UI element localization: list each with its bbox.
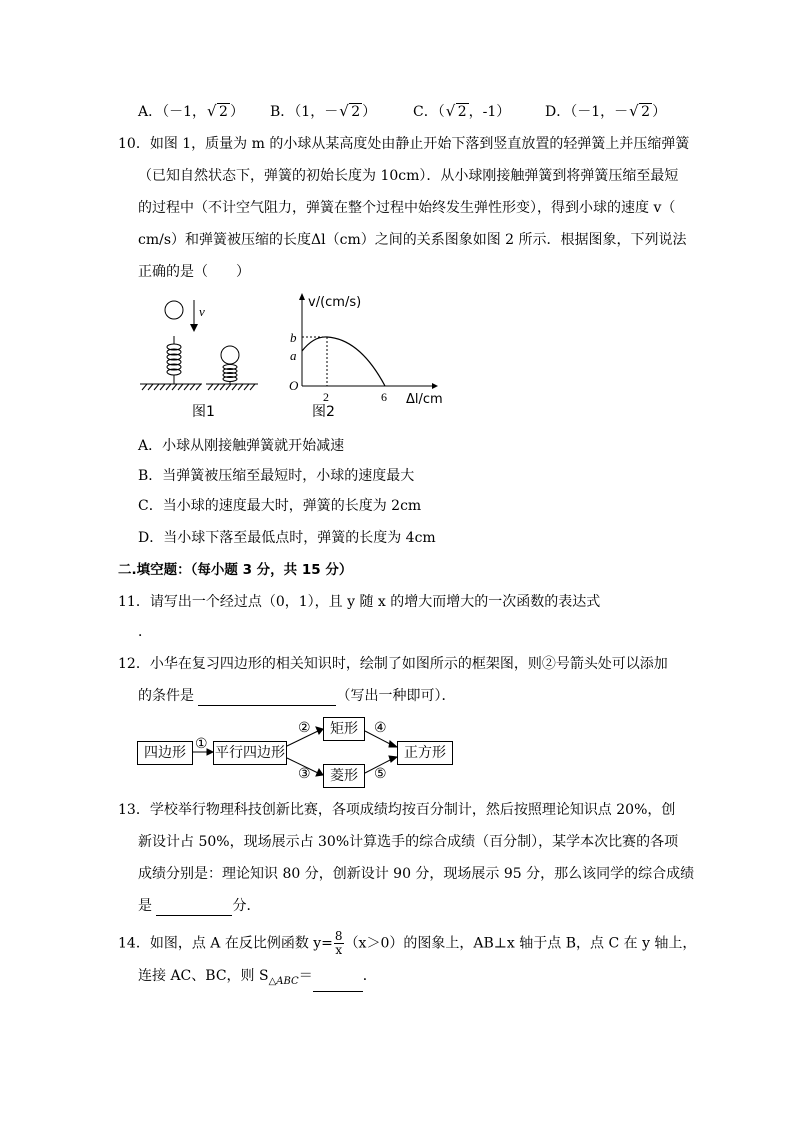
q10-line-4: cm/s）和弹簧被压缩的长度Δl（cm）之间的关系图象如图 2 所示．根据图象，下列说法 [138, 232, 687, 248]
fig1-caption: 图1 [192, 404, 215, 420]
q11-line-2: ． [138, 624, 152, 640]
fig2-x-label: Δl/cm [406, 392, 443, 407]
box-rhombus: 菱形 [323, 764, 365, 788]
fig2-caption: 图2 [312, 404, 335, 420]
q13-answer-blank [156, 899, 232, 916]
q9-option-a: A．（－1，√ 2 ） [138, 102, 244, 122]
q10-line-3: 的过程中（不计空气阻力，弹簧在整个过程中始终发生弹性形变），得到小球的速度 v（ [138, 200, 676, 216]
q13-line-2: 新设计占 50%，现场展示占 30%计算选手的综合成绩（百分制），某学本次比赛的各项 [138, 834, 679, 850]
q12-line-1: 12．小华在复习四边形的相关知识时，绘制了如图所示的框架图，则②号箭头处可以添加 [118, 656, 668, 672]
fig2-b-label: b [290, 330, 297, 345]
q9-option-d: D．（－1，－√ 2 ） [545, 102, 666, 122]
ground [140, 384, 258, 390]
box-square: 正方形 [397, 741, 453, 765]
q13-line-1: 13．学校举行物理科技创新比赛，各项成绩均按百分制计，然后按照理论知识点 20%，创 [118, 802, 676, 818]
q14-fraction: $\frac{8}{x}$ [334, 929, 343, 957]
arrow-label-1: ① [195, 736, 208, 752]
box-quadrilateral: 四边形 [137, 741, 193, 765]
falling-ball [165, 301, 183, 319]
fig2-a-label: a [290, 348, 297, 363]
fig2-x6-label: 6 [381, 390, 387, 404]
section-2-heading: 二.填空题：（每小题 3 分，共 15 分） [118, 562, 353, 578]
box-parallelogram: 平行四边形 [213, 741, 287, 765]
q13-line-3: 成绩分别是：理论知识 80 分，创新设计 90 分，现场展示 95 分，那么该同学的综合成绩 [138, 866, 695, 882]
arrow-label-4: ④ [374, 720, 387, 736]
q10-line-5: 正确的是（ ） [138, 264, 250, 280]
q10-option-c: C．当小球的速度最大时，弹簧的长度为 2cm [138, 498, 422, 514]
fig2-y-label: v/(cm/s) [308, 295, 362, 310]
q9-option-c: C．（√ 2 ，-1） [413, 102, 510, 122]
q12-answer-blank [198, 689, 336, 706]
fig2-x2-label: 2 [323, 390, 329, 404]
q10-line-1: 10．如图 1，质量为 m 的小球从某高度处由静止开始下落到竖直放置的轻弹簧上并压缩弹簧 [118, 136, 690, 152]
q10-option-b: B．当弹簧被压缩至最短时，小球的速度最大 [138, 468, 415, 484]
q10-line-2: （已知自然状态下，弹簧的初始长度为 10cm）．从小球刚接触弹簧到将弹簧压缩至最短 [138, 168, 679, 184]
figure-1-spring [130, 292, 270, 427]
box-rectangle: 矩形 [323, 717, 365, 741]
fig2-origin-label: O [289, 378, 299, 393]
q9-option-b: B．（1，－√ 2 ） [270, 102, 376, 122]
fig1-v-label: v [199, 304, 205, 319]
q12-line-2: 的条件是 （写出一种即可）． [138, 688, 456, 704]
long-spring [167, 336, 181, 384]
q14-line-1: 14．如图，点 A 在反比例函数 y= $\frac{8}{x}$ （x＞0）的图象上，AB⊥x 轴于点 B，点 C 在 y 轴上， [118, 929, 697, 957]
velocity-curve [302, 337, 385, 386]
arrow-label-5: ⑤ [374, 766, 387, 782]
q13-line-4: 是 分． [138, 898, 261, 914]
figure-2-graph [282, 286, 452, 427]
ball-on-spring [221, 346, 239, 364]
q14-line-2: 连接 AC、BC，则 $S_{\triangle ABC}=$ ． [138, 966, 377, 992]
q10-option-a: A．小球从刚接触弹簧就开始减速 [138, 438, 345, 454]
q14-answer-blank [313, 975, 363, 992]
arrow-label-2: ② [298, 720, 311, 736]
compressed-spring [223, 365, 237, 385]
q10-option-d: D．当小球下落至最低点时，弹簧的长度为 4cm [138, 530, 436, 546]
q11-line-1: 11．请写出一个经过点（0，1），且 y 随 x 的增大而增大的一次函数的表达式 [118, 594, 601, 610]
arrow-label-3: ③ [298, 766, 311, 782]
